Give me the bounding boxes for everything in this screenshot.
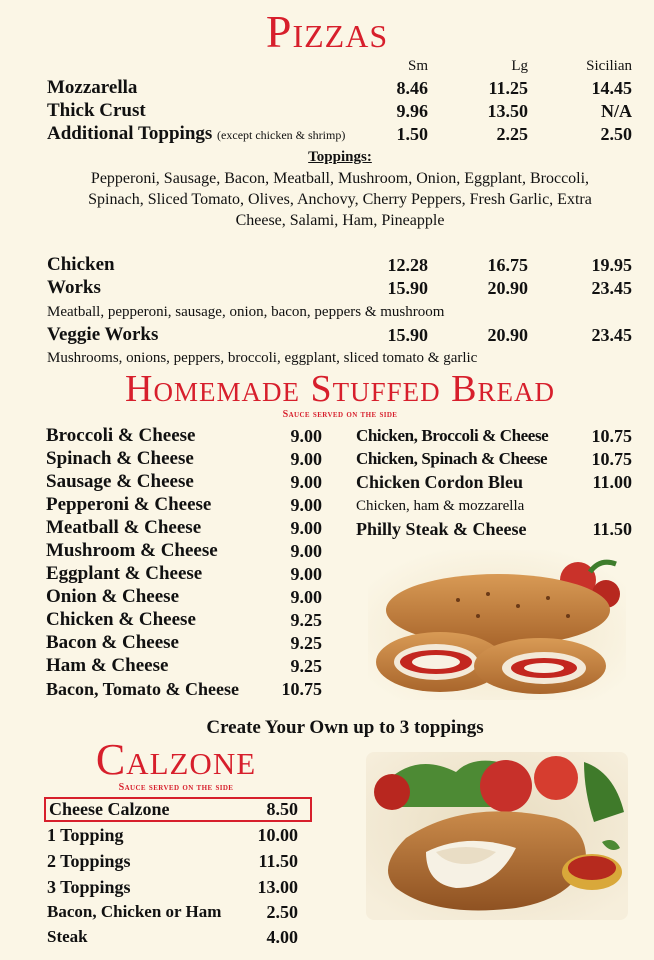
pizza-price-sicilian: 19.95	[591, 255, 632, 275]
stuffed-bread-price: 9.00	[290, 587, 322, 607]
stuffed-bread-subtitle: Sauce served on the side	[282, 409, 398, 420]
stuffed-bread-item: Chicken, Spinach & Cheese	[356, 449, 548, 468]
stuffed-bread-item: Chicken, Broccoli & Cheese	[356, 426, 549, 445]
stuffed-bread-item: Sausage & Cheese	[46, 471, 194, 492]
pizza-price-sm: 15.90	[387, 325, 428, 345]
pizza-price-sm: 1.50	[396, 124, 428, 144]
stuffed-bread-item: Spinach & Cheese	[46, 448, 194, 469]
calzone-item: 3 Toppings	[47, 877, 131, 897]
calzone-subtitle: Sauce served on the side	[118, 782, 234, 793]
calzone-item: 2 Toppings	[47, 851, 131, 871]
pizza-price-lg: 11.25	[488, 78, 528, 98]
stuffed-bread-price: 9.00	[290, 472, 322, 492]
stuffed-bread-price: 9.00	[290, 495, 322, 515]
stuffed-bread-item: Bacon & Cheese	[46, 632, 179, 653]
pizza-price-lg: 20.90	[487, 325, 528, 345]
stuffed-bread-price: 9.00	[290, 518, 322, 538]
stuffed-bread-price: 9.00	[290, 541, 322, 561]
specialty-pizza-name: Works	[47, 277, 101, 298]
pizza-price-sicilian: N/A	[601, 101, 632, 121]
size-header-sicilian: Sicilian	[586, 58, 632, 74]
stuffed-bread-title: Homemade Stuffed Bread	[125, 368, 555, 410]
calzone-price: 13.00	[257, 877, 298, 897]
calzone-item: Steak	[47, 927, 88, 946]
stuffed-bread-item: Philly Steak & Cheese	[356, 519, 527, 539]
pizzas-title: Pizzas	[265, 6, 389, 57]
pizza-row-name	[47, 123, 345, 146]
pizza-row-name: Mozzarella	[47, 77, 138, 98]
stuffed-bread-price: 11.50	[592, 519, 632, 539]
stuffed-bread-item: Mushroom & Cheese	[46, 540, 218, 561]
stuffed-bread-item: Broccoli & Cheese	[46, 425, 196, 446]
stuffed-bread-price: 10.75	[591, 449, 632, 469]
toppings-heading: Toppings:	[308, 149, 372, 165]
additional-toppings-note: (except chicken & shrimp)	[217, 128, 346, 142]
pizza-price-lg: 2.25	[496, 124, 528, 144]
pizza-price-lg: 20.90	[487, 278, 528, 298]
pizza-row-name: Thick Crust	[47, 100, 146, 121]
pizza-price-sicilian: 23.45	[591, 325, 632, 345]
pizza-price-sicilian: 23.45	[591, 278, 632, 298]
pizza-price-sm: 9.96	[396, 101, 428, 121]
stuffed-bread-price: 9.25	[290, 633, 322, 653]
size-header-sm: Sm	[407, 58, 428, 74]
stuffed-bread-price: 9.00	[290, 449, 322, 469]
additional-toppings-label: Additional Toppings	[47, 123, 213, 144]
calzone-price: 2.50	[266, 902, 298, 922]
stuffed-bread-item: Ham & Cheese	[46, 655, 169, 676]
stuffed-bread-item: Pepperoni & Cheese	[46, 494, 212, 515]
calzone-title: Calzone	[95, 735, 257, 784]
calzone-price: 8.50	[266, 799, 298, 819]
calzone-item: Cheese Calzone	[49, 799, 170, 819]
create-your-own-text: Create Your Own up to 3 toppings	[206, 717, 484, 738]
cordon-bleu-desc: Chicken, ham & mozzarella	[356, 498, 525, 514]
stuffed-bread-price: 9.00	[290, 426, 322, 446]
calzone-photo	[366, 752, 628, 920]
calzone-item: 1 Topping	[47, 825, 124, 845]
stuffed-bread-item: Onion & Cheese	[46, 586, 179, 607]
toppings-line: Pepperoni, Sausage, Bacon, Meatball, Mushroom, Onion, Eggplant, Broccoli,	[90, 170, 590, 187]
calzone-item: Bacon, Chicken or Ham	[47, 902, 222, 921]
pizza-price-lg: 16.75	[487, 255, 528, 275]
specialty-pizza-desc: Meatball, pepperoni, sausage, onion, bacon, peppers & mushroom	[47, 304, 445, 320]
pizza-price-sm: 12.28	[387, 255, 428, 275]
specialty-pizza-name: Veggie Works	[47, 324, 159, 345]
specialty-pizza-name: Chicken	[47, 254, 115, 275]
stuffed-bread-price: 9.25	[290, 610, 322, 630]
toppings-line: Cheese, Salami, Ham, Pineapple	[235, 212, 445, 229]
toppings-line: Spinach, Sliced Tomato, Olives, Anchovy, Cherry Peppers, Fresh Garlic, Extra	[88, 191, 592, 208]
stuffed-bread-item: Meatball & Cheese	[46, 517, 202, 538]
stuffed-bread-price: 9.25	[290, 656, 322, 676]
stuffed-bread-item: Chicken Cordon Bleu	[356, 472, 524, 492]
stuffed-bread-price: 10.75	[281, 679, 322, 699]
stuffed-bread-price: 10.75	[591, 426, 632, 446]
pizza-price-sicilian: 14.45	[591, 78, 632, 98]
calzone-price: 11.50	[258, 851, 298, 871]
pizza-price-sm: 15.90	[387, 278, 428, 298]
stuffed-bread-item: Eggplant & Cheese	[46, 563, 203, 584]
pizza-price-sm: 8.46	[396, 78, 428, 98]
calzone-price: 4.00	[266, 927, 298, 947]
stuffed-bread-price: 11.00	[592, 472, 632, 492]
specialty-pizza-desc: Mushrooms, onions, peppers, broccoli, eggplant, sliced tomato & garlic	[47, 350, 478, 366]
stuffed-bread-photo	[368, 550, 626, 700]
pizza-price-sicilian: 2.50	[600, 124, 632, 144]
pizza-price-lg: 13.50	[487, 101, 528, 121]
size-header-lg: Lg	[511, 58, 528, 74]
stuffed-bread-price: 9.00	[290, 564, 322, 584]
stuffed-bread-item: Chicken & Cheese	[46, 609, 196, 630]
stuffed-bread-item: Bacon, Tomato & Cheese	[46, 679, 239, 699]
calzone-price: 10.00	[257, 825, 298, 845]
